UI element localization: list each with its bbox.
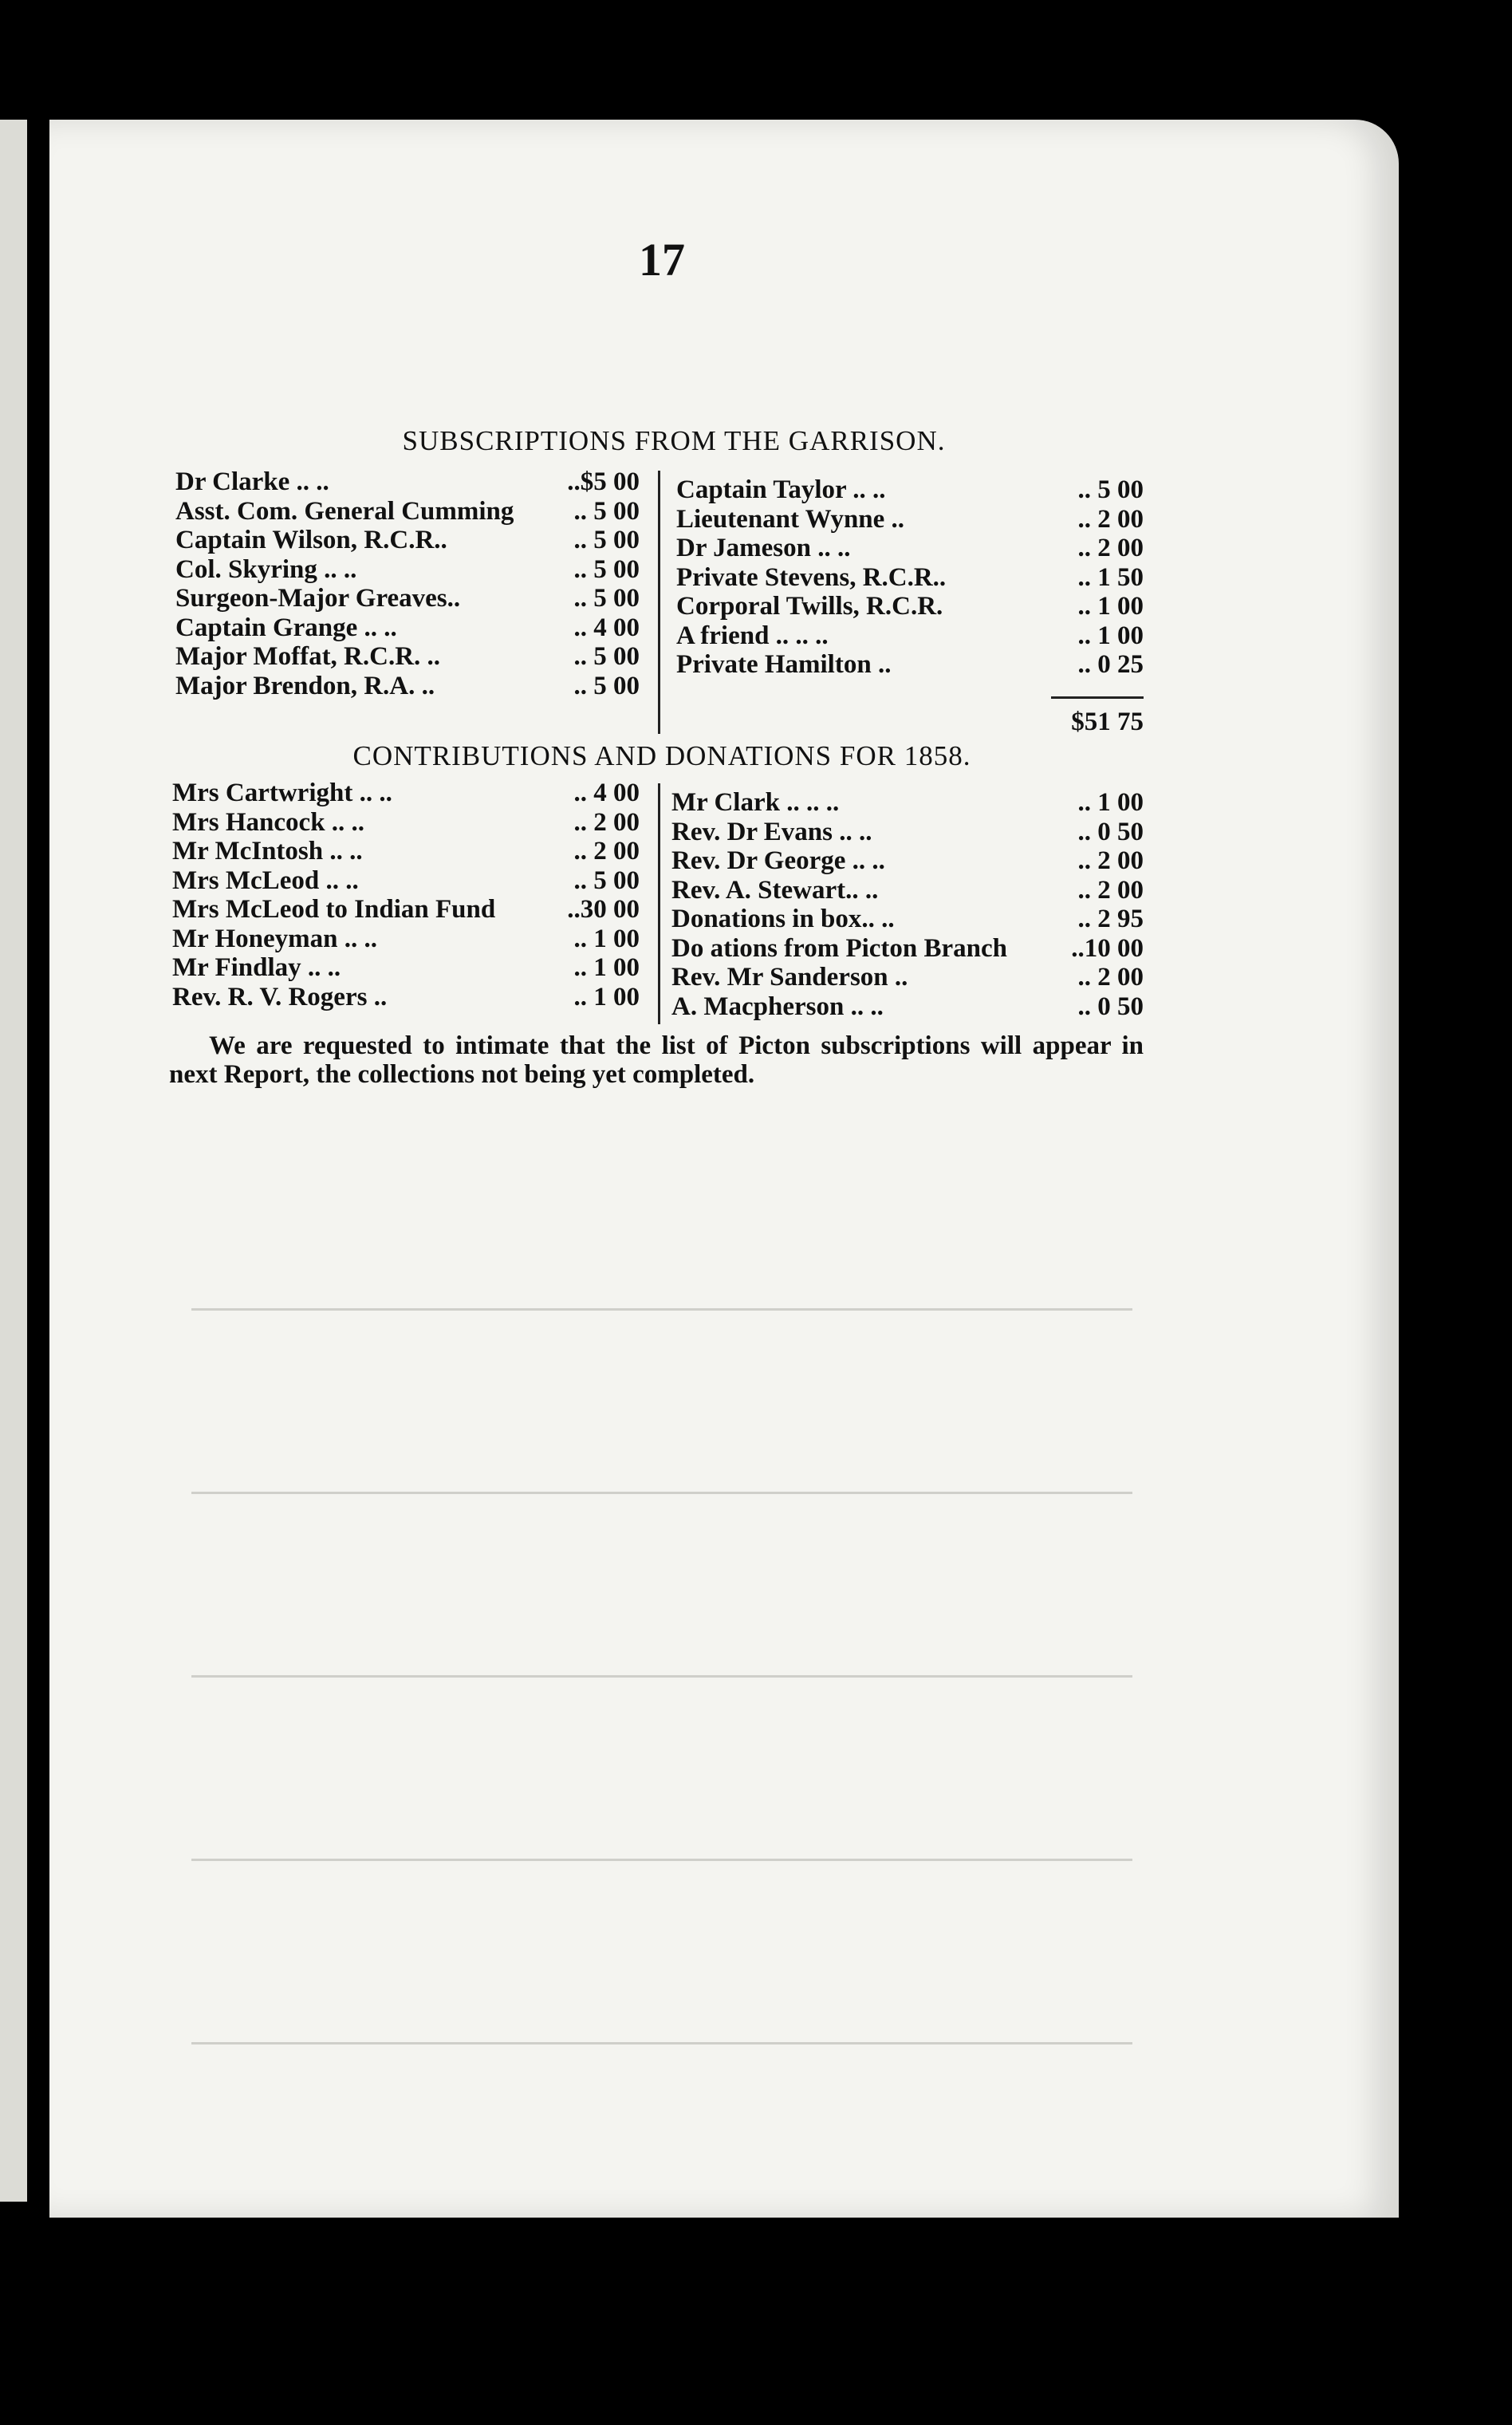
entry-amount: ..30 00 <box>567 895 640 924</box>
entry-amount: .. 2 00 <box>1077 846 1144 875</box>
list-item <box>172 837 640 866</box>
list-item <box>671 876 1144 905</box>
entry-name: Private Stevens, R.C.R.. <box>676 562 947 592</box>
list-item <box>172 779 640 808</box>
entry-name: Surgeon-Major Greaves.. <box>175 584 461 613</box>
garrison-total: $51 75 <box>1071 708 1144 736</box>
contributions-left-list <box>172 779 640 1011</box>
list-item <box>671 992 1144 1022</box>
list-item <box>671 788 1144 818</box>
adjacent-page-edge <box>0 120 27 2202</box>
entry-amount: .. 2 95 <box>1077 905 1144 933</box>
entry-name: Asst. Com. General Cumming <box>175 496 514 526</box>
entry-name: Corporal Twills, R.C.R. <box>676 592 943 621</box>
entry-name: A. Macpherson .. .. <box>671 992 884 1021</box>
entry-amount: .. 5 00 <box>573 866 640 895</box>
entry-amount: .. 5 00 <box>573 496 640 526</box>
entry-name: Rev. Mr Sanderson .. <box>671 963 908 992</box>
entry-name: A friend .. .. .. <box>676 621 829 650</box>
entry-amount: .. 2 00 <box>1077 504 1144 534</box>
entry-amount: ..$5 00 <box>567 467 640 496</box>
entry-name: Major Brendon, R.A. .. <box>175 671 435 700</box>
total-rule <box>1051 696 1144 699</box>
entry-name: Mr Honeyman .. .. <box>172 924 377 953</box>
entry-name: Mr McIntosh .. .. <box>172 837 363 866</box>
entry-amount: .. 1 00 <box>1077 592 1144 621</box>
list-item <box>175 467 640 497</box>
entry-amount: .. 5 00 <box>573 671 640 700</box>
bleed-through-line <box>191 1492 1132 1494</box>
entry-name: Mr Findlay .. .. <box>172 953 341 982</box>
entry-amount: .. 5 00 <box>1077 475 1144 504</box>
entry-amount: .. 2 00 <box>1077 963 1144 992</box>
list-item <box>172 953 640 983</box>
list-item <box>175 672 640 701</box>
entry-name: Rev. Dr George .. .. <box>671 846 885 875</box>
entry-name: Private Hamilton .. <box>676 650 892 679</box>
entry-amount: .. 1 00 <box>1077 621 1144 650</box>
column-divider <box>658 471 660 734</box>
entry-amount: .. 5 00 <box>573 526 640 554</box>
entry-name: Mr Clark .. .. .. <box>671 788 840 817</box>
list-item <box>172 983 640 1012</box>
entry-name: Dr Jameson .. .. <box>676 534 851 562</box>
entry-amount: ..10 00 <box>1071 933 1144 963</box>
list-item <box>172 808 640 838</box>
bleed-through-line <box>191 1308 1132 1311</box>
entry-name: Rev. R. V. Rogers .. <box>172 982 388 1011</box>
list-item <box>676 505 1144 534</box>
list-item <box>175 497 640 526</box>
list-item <box>175 526 640 555</box>
entry-name: Captain Taylor .. .. <box>676 475 886 504</box>
entry-amount: .. 1 00 <box>1077 788 1144 817</box>
list-item <box>671 934 1144 964</box>
list-item <box>676 475 1144 505</box>
list-item <box>172 925 640 954</box>
entry-amount: .. 1 50 <box>1077 562 1144 592</box>
list-item <box>671 905 1144 934</box>
entry-amount: .. 5 00 <box>573 584 640 613</box>
entry-name: Captain Wilson, R.C.R.. <box>175 526 447 554</box>
bleed-through-line <box>191 2042 1132 2044</box>
bleed-through-line <box>191 1859 1132 1861</box>
entry-amount: .. 0 50 <box>1077 992 1144 1021</box>
entry-amount: .. 5 00 <box>573 642 640 671</box>
contributions-right-list <box>671 788 1144 1021</box>
entry-name: Donations in box.. .. <box>671 905 895 933</box>
entry-amount: .. 2 00 <box>1077 534 1144 562</box>
entry-name: Mrs McLeod to Indian Fund <box>172 895 496 924</box>
entry-amount: .. 1 00 <box>573 924 640 953</box>
entry-name: Major Moffat, R.C.R. .. <box>175 642 441 671</box>
entry-name: Captain Grange .. .. <box>175 613 397 642</box>
entry-amount: .. 5 00 <box>573 554 640 584</box>
bleed-through-line <box>191 1675 1132 1678</box>
entry-amount: .. 2 00 <box>573 837 640 866</box>
entry-name: Mrs Hancock .. .. <box>172 807 365 837</box>
entry-name: Mrs McLeod .. .. <box>172 866 359 895</box>
garrison-heading: SUBSCRIPTIONS FROM THE GARRISON. <box>402 425 946 456</box>
entry-name: Col. Skyring .. .. <box>175 554 357 584</box>
list-item <box>175 613 640 643</box>
list-item <box>671 818 1144 847</box>
list-item <box>676 621 1144 651</box>
list-item <box>172 866 640 896</box>
entry-amount: .. 2 00 <box>573 807 640 837</box>
list-item <box>175 642 640 672</box>
entry-amount: .. 2 00 <box>1077 875 1144 905</box>
list-item <box>671 846 1144 876</box>
entry-name: Dr Clarke .. .. <box>175 467 329 496</box>
entry-name: Rev. A. Stewart.. .. <box>671 875 879 905</box>
column-divider-2 <box>658 783 660 1024</box>
entry-name: Mrs Cartwright .. .. <box>172 779 392 807</box>
entry-name: Rev. Dr Evans .. .. <box>671 817 872 846</box>
entry-amount: .. 4 00 <box>573 613 640 642</box>
garrison-right-list <box>676 475 1144 680</box>
garrison-left-list <box>175 467 640 700</box>
entry-amount: .. 4 00 <box>573 779 640 807</box>
list-item <box>175 555 640 585</box>
notice-paragraph: We are requested to intimate that the list of Picton subscriptions will appear in next Report, the collections not being yet completed. <box>169 1031 1144 1089</box>
entry-name: Do ations from Picton Branch <box>671 933 1008 963</box>
entry-amount: .. 1 00 <box>573 982 640 1011</box>
list-item <box>175 584 640 613</box>
entry-amount: .. 0 50 <box>1077 817 1144 846</box>
entry-name: Lieutenant Wynne .. <box>676 504 905 534</box>
list-item <box>676 563 1144 593</box>
list-item <box>676 650 1144 680</box>
entry-amount: .. 0 25 <box>1077 650 1144 679</box>
page-number: 17 <box>639 234 685 286</box>
list-item <box>671 963 1144 992</box>
list-item <box>676 592 1144 621</box>
entry-amount: .. 1 00 <box>573 953 640 982</box>
contributions-heading: CONTRIBUTIONS AND DONATIONS FOR 1858. <box>352 740 971 771</box>
list-item <box>172 895 640 925</box>
list-item <box>676 534 1144 563</box>
